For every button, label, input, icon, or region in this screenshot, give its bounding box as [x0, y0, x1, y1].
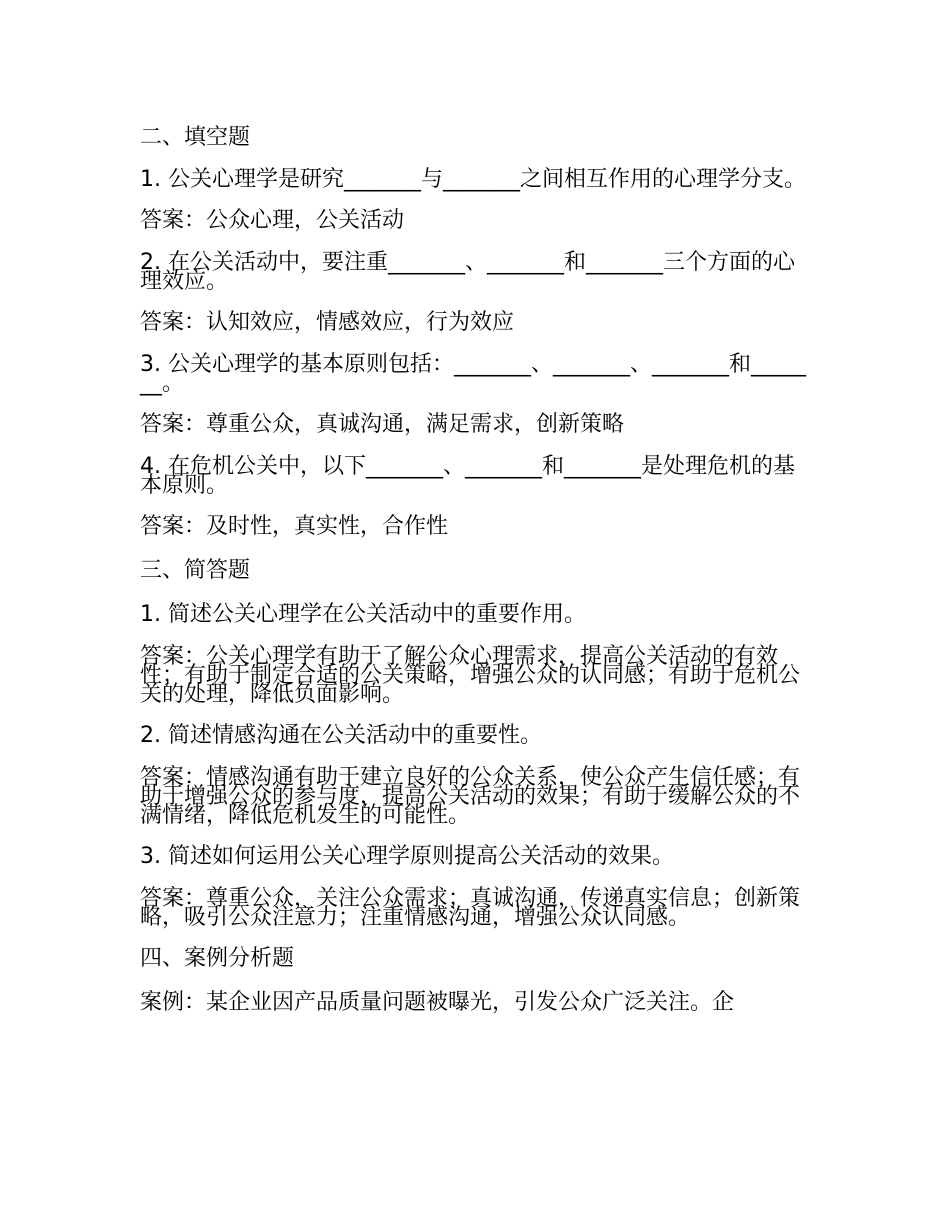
short-question-1: 1. 简述公关心理学在公关活动中的重要作用。 — [140, 602, 586, 627]
short-question-2: 2. 简述情感沟通在公关活动中的重要性。 — [140, 723, 542, 748]
answer-1: 答案：公众心理，公关活动 — [140, 208, 405, 233]
section-heading-fill-blank: 二、填空题 — [140, 125, 251, 150]
answer-3: 答案：尊重公众，真诚沟通，满足需求，创新策略 — [140, 412, 625, 437]
document-page — [140, 126, 812, 1015]
question-4: 4. 在危机公关中，以下_______、_______和_______是处理危机的基本原则。 — [140, 454, 795, 498]
question-2: 2. 在公关活动中，要注重_______、_______和_______三个方面的心理效应。 — [140, 250, 795, 294]
section-heading-case-analysis: 四、案例分析题 — [140, 946, 295, 971]
question-3: 3. 公关心理学的基本原则包括：_______、_______、_______和_______。 — [140, 352, 806, 396]
short-answer-3: 答案：尊重公众，关注公众需求；真诚沟通，传递真实信息；创新策略，吸引公众注意力；注重情感沟通，增强公众认同感。 — [140, 886, 801, 930]
short-question-3: 3. 简述如何运用公关心理学原则提高公关活动的效果。 — [140, 844, 674, 869]
answer-2: 答案：认知效应，情感效应，行为效应 — [140, 310, 515, 335]
answer-4: 答案：及时性，真实性，合作性 — [140, 514, 449, 539]
case-text: 案例：某企业因产品质量问题被曝光，引发公众广泛关注。企 — [140, 990, 735, 1015]
question-1: 1. 公关心理学是研究_______与_______之间相互作用的心理学分支。 — [140, 167, 806, 192]
short-answer-2: 答案：情感沟通有助于建立良好的公众关系，使公众产生信任感；有助于增强公众的参与度，提高公关活动的效果；有助于缓解公众的不满情绪，降低危机发生的可能性。 — [140, 765, 801, 828]
short-answer-1: 答案：公关心理学有助于了解公众心理需求，提高公关活动的有效性；有助于制定合适的公关策略，增强公众的认同感；有助于危机公关的处理，降低负面影响。 — [140, 644, 801, 707]
section-heading-short-answer: 三、简答题 — [140, 558, 251, 583]
